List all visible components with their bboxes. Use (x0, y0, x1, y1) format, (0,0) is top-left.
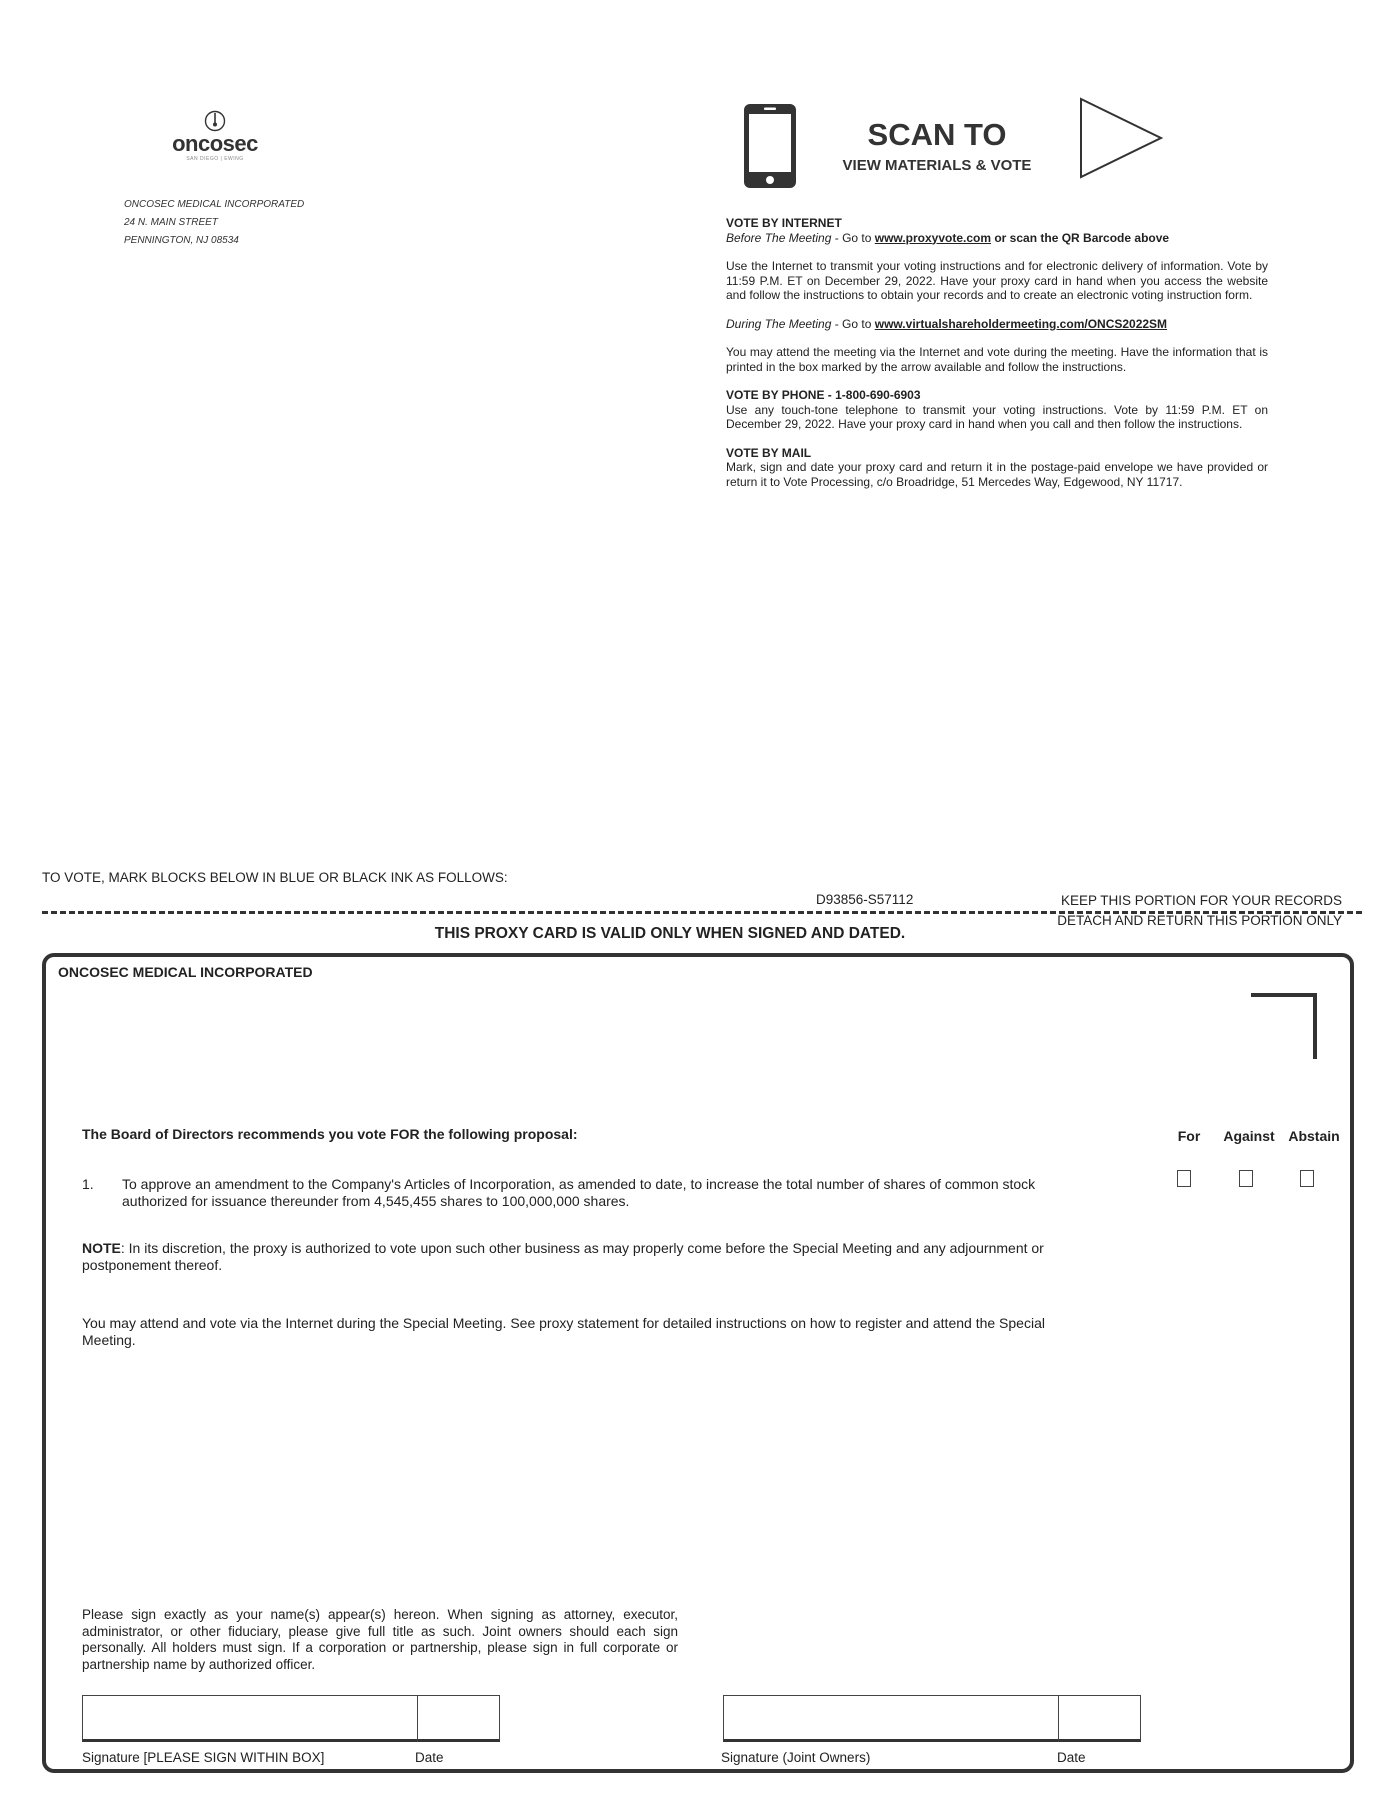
card-company-name: ONCOSEC MEDICAL INCORPORATED (58, 964, 313, 980)
mail-body: Mark, sign and date your proxy card and return it in the postage-paid envelope we have provided or return it to Vote Processing, c/o Broadridge, 51 Mercedes Way, Edgewood, NY 11717. (726, 460, 1268, 489)
corner-mark (1251, 993, 1317, 1059)
vote-against-checkbox[interactable] (1239, 1170, 1253, 1187)
note-text: : In its discretion, the proxy is authorized to vote upon such other business as may properly come before the Special Meeting and any adjournment or postponement thereof. (82, 1240, 1044, 1273)
joint-signature-label: Signature (Joint Owners) (721, 1750, 871, 1765)
signing-instructions: Please sign exactly as your name(s) appear(s) hereon. When signing as attorney, executor, administrator, or other fiduciary, please give full title as such. Joint owners should each sign personally. All holders must sign. If a corporation or partnership, please sign in full corporate or partnership name by authorized officer. (82, 1607, 678, 1672)
proxyvote-link[interactable]: www.proxyvote.com (874, 230, 992, 245)
vote-abstain-checkbox[interactable] (1300, 1170, 1314, 1187)
phone-body: Use any touch-tone telephone to transmit your voting instructions. Vote by 11:59 P.M. ET on December 29, 2022. Have your proxy card in hand when you call and then follow the instructions. (726, 402, 1268, 431)
board-recommendation: The Board of Directors recommends you vote FOR the following proposal: (82, 1126, 578, 1142)
scan-subtitle: VIEW MATERIALS & VOTE (842, 157, 1032, 174)
logo-tagline: SAN DIEGO | EWING (186, 156, 244, 162)
joint-signature-box[interactable] (723, 1695, 1141, 1742)
internet-body: Use the Internet to transmit your voting instructions and for electronic delivery of information. Vote by 11:59 P.M. ET on December 29, 2022. Have your proxy card in hand when you access the website and follow the instructions to obtain your records and to create an electronic voting instruction form. (726, 259, 1268, 302)
virtual-meeting-link[interactable]: www.virtualshareholdermeeting.com/ONCS2022SM (874, 316, 1168, 331)
phone-heading: VOTE BY PHONE - 1-800-690-6903 (726, 388, 921, 402)
valid-notice: THIS PROXY CARD IS VALID ONLY WHEN SIGNED AND DATED. (434, 925, 906, 942)
column-against: Against (1223, 1128, 1275, 1144)
during-meeting-mid: - Go to (831, 316, 875, 331)
mark-instructions: TO VOTE, MARK BLOCKS BELOW IN BLUE OR BLACK INK AS FOLLOWS: (42, 870, 508, 885)
control-code: D93856-S57112 (816, 892, 914, 907)
note-paragraph (82, 1240, 1112, 1273)
attend-paragraph: You may attend and vote via the Internet during the Special Meeting. See proxy statement for detailed instructions on how to register and attend the Special Meeting. (82, 1315, 1045, 1348)
signature-date-divider (417, 1695, 418, 1742)
vote-for-checkbox[interactable] (1177, 1170, 1191, 1187)
column-for: For (1177, 1128, 1201, 1144)
address-line: 24 N. MAIN STREET (124, 217, 218, 228)
signature-box[interactable] (82, 1695, 500, 1742)
keep-portion-text: KEEP THIS PORTION FOR YOUR RECORDS (1060, 893, 1342, 908)
before-meeting-line (726, 231, 1268, 246)
phone-icon (742, 102, 798, 190)
before-meeting-tail: or scan the QR Barcode above (991, 230, 1170, 245)
logo-mark-icon (204, 110, 226, 132)
address-line: ONCOSEC MEDICAL INCORPORATED (124, 199, 305, 210)
proposal-text: To approve an amendment to the Company's Articles of Incorporation, as amended to date, to increase the total number of shares of common stock authorized for issuance thereunder from 4,545,455 shares to 100,000,000 shares. (122, 1176, 1036, 1209)
during-meeting-label: During The Meeting (726, 316, 832, 331)
detach-portion-text: DETACH AND RETURN THIS PORTION ONLY (1057, 913, 1342, 928)
during-meeting-line (726, 317, 1268, 332)
voting-instructions (726, 216, 1268, 503)
date-label: Date (415, 1750, 444, 1765)
logo-wordmark: oncosec (172, 131, 258, 156)
joint-signature-date-divider (1058, 1695, 1059, 1742)
company-logo (150, 110, 280, 162)
internet-heading: VOTE BY INTERNET (726, 216, 842, 230)
joint-date-label: Date (1057, 1750, 1086, 1765)
column-abstain: Abstain (1288, 1128, 1340, 1144)
note-label: NOTE (82, 1240, 121, 1256)
company-address (124, 196, 304, 250)
mail-heading: VOTE BY MAIL (726, 445, 812, 460)
address-line: PENNINGTON, NJ 08534 (124, 235, 239, 246)
during-meeting-body: You may attend the meeting via the Internet and vote during the meeting. Have the information that is printed in the box marked by the arrow available and follow the instructions. (726, 345, 1268, 374)
arrow-icon (1078, 96, 1164, 180)
before-meeting-mid: - Go to (831, 230, 875, 245)
scan-title: SCAN TO (867, 117, 1007, 152)
before-meeting-label: Before The Meeting (726, 230, 832, 245)
proposal-number: 1. (82, 1176, 94, 1192)
signature-label: Signature [PLEASE SIGN WITHIN BOX] (82, 1750, 325, 1765)
